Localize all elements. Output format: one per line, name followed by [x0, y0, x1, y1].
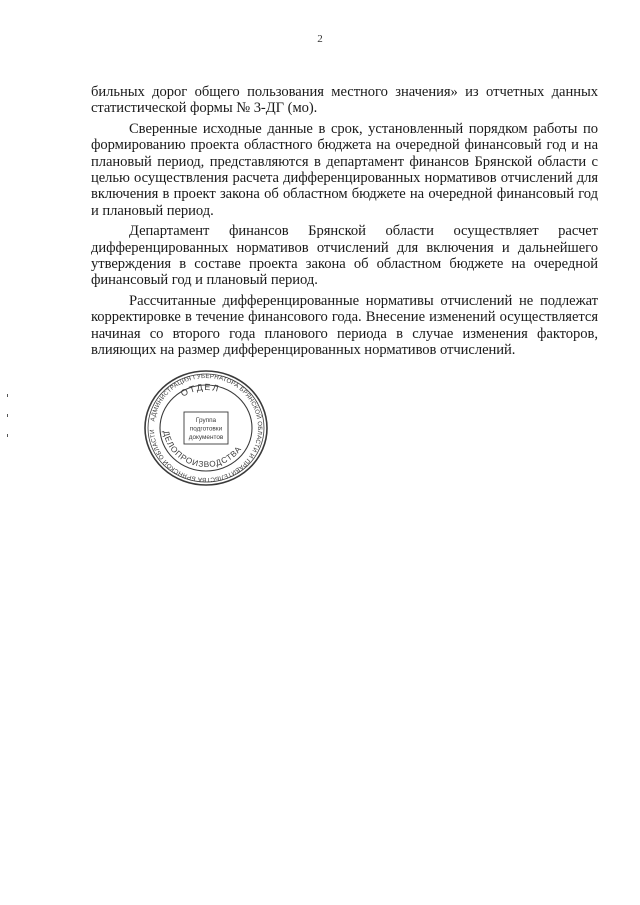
page-number: 2: [317, 33, 323, 45]
paragraph-3: Департамент финансов Брянской области осуществляет расчет дифференцированных нормативов отчислений для включения и дальнейшего утверждения в составе проекта закона об областном бюджете на очередной финансовый год и плановый период.: [91, 223, 598, 289]
stamp-outer-text: АДМИНИСТРАЦИЯ ГУБЕРНАТОРА БРЯНСКОЙ ОБЛАСТИ И ПРАВИТЕЛЬСТВА БРЯНСКОЙ ОБЛАСТИ: [148, 372, 264, 484]
scan-artifact-mark: [7, 394, 8, 397]
stamp-inner-bottom-text: ДЕЛОПРОИЗВОДСТВА: [161, 429, 244, 470]
scan-artifact-mark: [7, 414, 8, 417]
scan-artifact-mark: [7, 434, 8, 437]
paragraph-4: Рассчитанные дифференцированные нормативы отчислений не подлежат корректировке в течение финансового года. Внесение изменений осуществляется начиная со второго года планового периода в случае изменения факторов, влияющих на размер дифференцированных нормативов отчислений.: [91, 292, 598, 359]
stamp-center-line-3: документов: [188, 434, 224, 441]
stamp-center-line-2: подготовки: [189, 425, 223, 433]
stamp-seal-icon: [141, 368, 271, 488]
paragraph-2: Сверенные исходные данные в срок, установленный порядком работы по формированию проекта областного бюджета на очередной финансовый год и на плановый период, представляются в департамент финансов Брянской области с целью осуществления расчета дифференцированных нормативов отчислений для включения в проект закона об областном бюджете на очередной финансовый год и плановый период.: [91, 120, 598, 219]
stamp-inner-top-text: ОТДЕЛ: [179, 381, 221, 399]
paragraph-1: бильных дорог общего пользования местного значения» из отчетных данных статистической формы № 3-ДГ (мо).: [91, 84, 598, 117]
stamp-center-line-1: Группа: [195, 417, 217, 424]
document-body: [91, 84, 598, 359]
office-stamp: [141, 368, 271, 488]
svg-text:ОТДЕЛ: [179, 382, 221, 399]
